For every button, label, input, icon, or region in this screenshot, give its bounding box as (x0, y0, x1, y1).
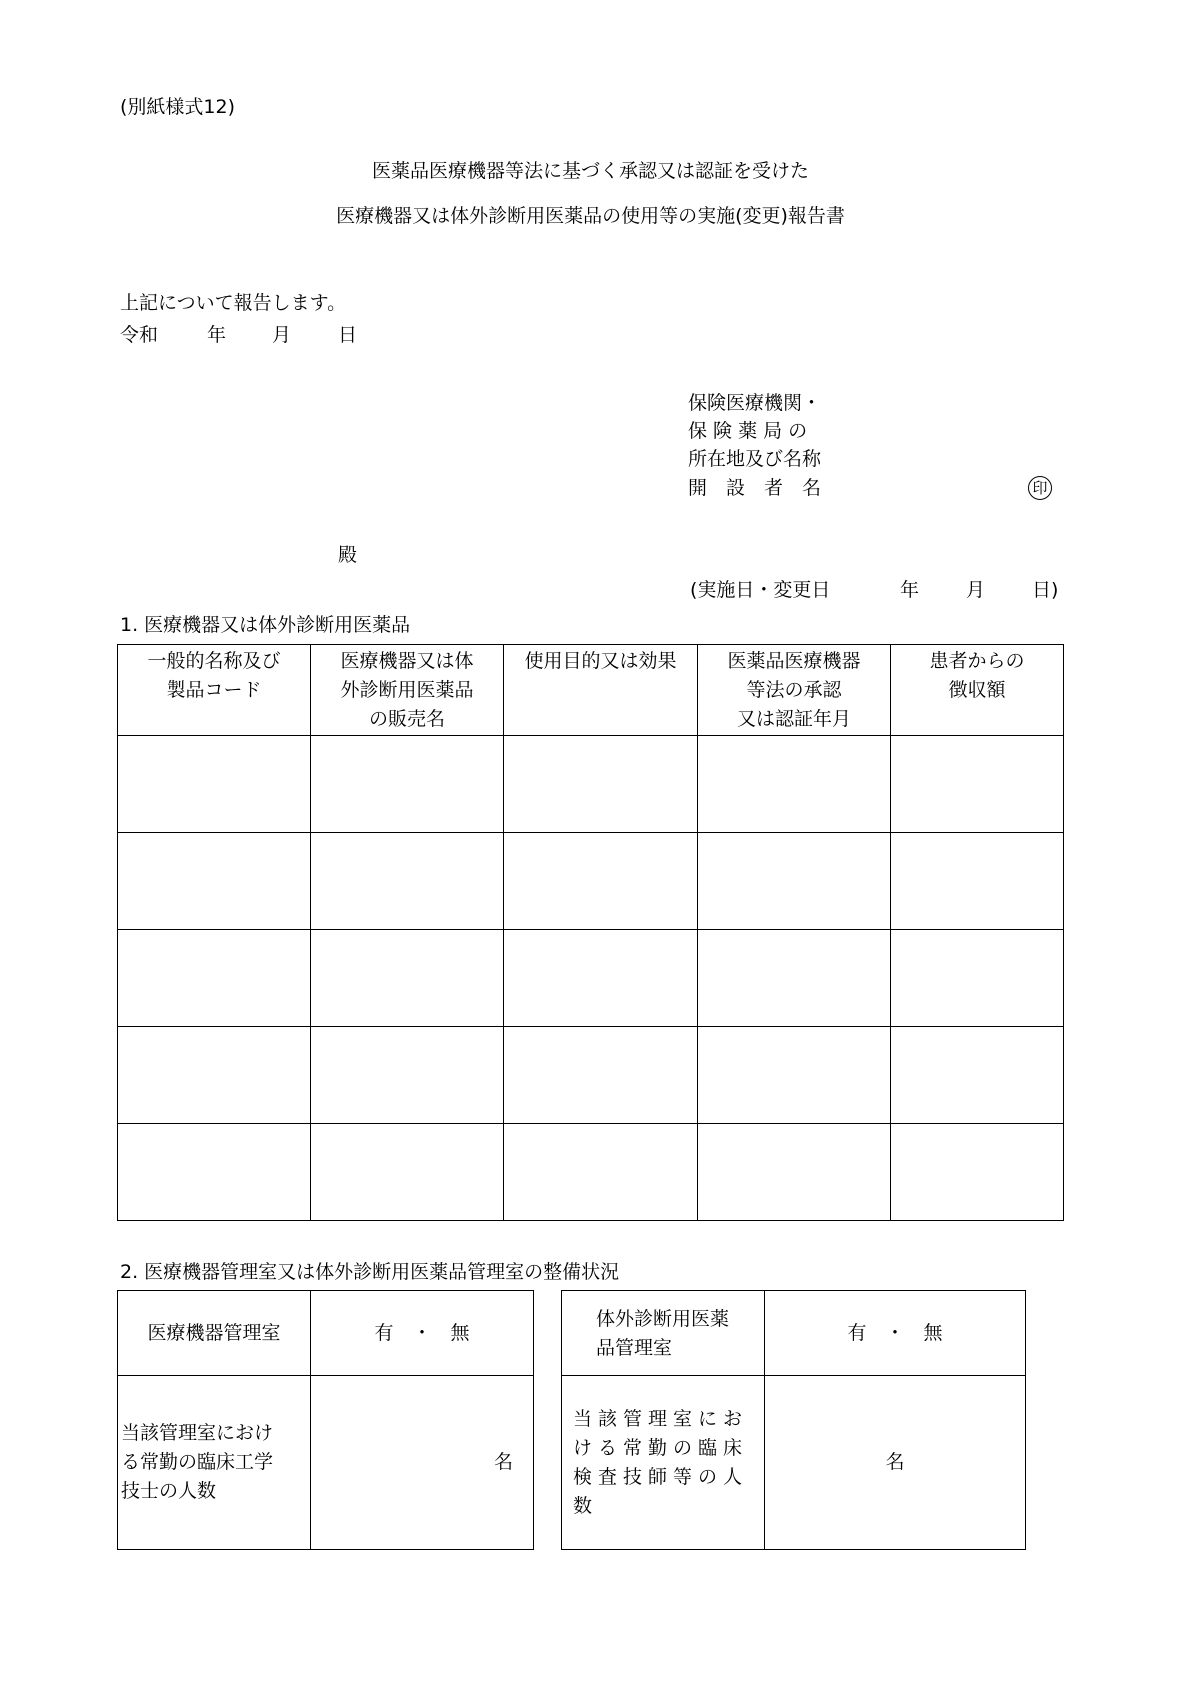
table-cell[interactable] (504, 736, 698, 833)
column-header-approval-date (698, 645, 891, 736)
diagnostic-room-table (561, 1290, 1026, 1550)
addressee-suffix: 殿 (338, 544, 358, 566)
label-line: 品管理室 (596, 1337, 673, 1359)
table-cell[interactable] (698, 1124, 891, 1221)
table-cell[interactable] (698, 1027, 891, 1124)
header-line: 医療機器又は体 (340, 650, 474, 672)
table-row (118, 930, 1064, 1027)
table-row (562, 1291, 1026, 1376)
applicant-line-4: 開 設 者 名 (688, 477, 822, 499)
section1-heading: 1. 医療機器又は体外診断用医薬品 (120, 614, 411, 636)
label-line: 技士の人数 (121, 1480, 217, 1502)
table-cell[interactable] (311, 930, 504, 1027)
form-number: (別紙様式12) (120, 96, 236, 118)
table-cell[interactable] (891, 1124, 1064, 1221)
table-cell[interactable] (118, 736, 311, 833)
date-day: 日 (338, 324, 358, 346)
table-cell[interactable] (891, 1027, 1064, 1124)
device-room-availability[interactable]: 有 ・ 無 (311, 1291, 534, 1376)
header-line: 徴収額 (948, 679, 1006, 701)
device-staff-count[interactable]: 名 (311, 1376, 534, 1550)
diagnostic-staff-label (562, 1376, 765, 1550)
table-cell[interactable] (311, 833, 504, 930)
table-cell[interactable] (118, 1124, 311, 1221)
table-cell[interactable] (118, 833, 311, 930)
table-cell[interactable] (891, 833, 1064, 930)
table-header-row (118, 645, 1064, 736)
device-staff-label (118, 1376, 311, 1550)
header-line: 製品コード (166, 679, 262, 701)
device-table (117, 644, 1064, 1221)
table-cell[interactable] (118, 1027, 311, 1124)
seal-icon: 印 (1028, 476, 1052, 500)
label-line: 数 (573, 1494, 599, 1517)
implementation-date-label: (実施日・変更日 (690, 579, 831, 601)
device-room-table (117, 1290, 534, 1550)
table-cell[interactable] (311, 1027, 504, 1124)
table-row (562, 1376, 1026, 1550)
table-cell[interactable] (891, 736, 1064, 833)
table-cell[interactable] (311, 736, 504, 833)
header-line: 外診断用医薬品 (340, 679, 474, 701)
applicant-line-3: 所在地及び名称 (688, 448, 822, 470)
applicant-line-2: 保 険 薬 局 の (688, 420, 808, 442)
label-line: 当該管理室にお (573, 1407, 749, 1430)
label-line: ける常勤の臨床 (573, 1436, 749, 1459)
table-row (118, 736, 1064, 833)
table-row (118, 1027, 1064, 1124)
implementation-month: 月 (966, 579, 986, 601)
diagnostic-room-label (562, 1291, 765, 1376)
diagnostic-staff-count[interactable]: 名 (765, 1376, 1026, 1550)
table-cell[interactable] (698, 930, 891, 1027)
date-year: 年 (207, 324, 227, 346)
header-line: 使用目的又は効果 (524, 650, 677, 672)
table-cell[interactable] (504, 833, 698, 930)
table-cell[interactable] (698, 833, 891, 930)
device-room-label: 医療機器管理室 (118, 1291, 311, 1376)
column-header-purpose (504, 645, 698, 736)
title-line-2: 医療機器又は体外診断用医薬品の使用等の実施(変更)報告書 (336, 205, 845, 227)
column-header-sales-name (311, 645, 504, 736)
section2-heading: 2. 医療機器管理室又は体外診断用医薬品管理室の整備状況 (120, 1261, 620, 1283)
header-line: 患者からの (929, 650, 1025, 672)
table-cell[interactable] (698, 736, 891, 833)
table-cell[interactable] (504, 1027, 698, 1124)
header-line: 等法の承認 (746, 679, 842, 701)
implementation-day: 日) (1032, 579, 1059, 601)
table-cell[interactable] (504, 930, 698, 1027)
label-line: 検査技師等の人 (573, 1465, 749, 1488)
table-cell[interactable] (311, 1124, 504, 1221)
table-cell[interactable] (891, 930, 1064, 1027)
date-month: 月 (272, 324, 292, 346)
applicant-line-1: 保険医療機関・ (688, 392, 822, 414)
column-header-generic-name (118, 645, 311, 736)
header-line: 医薬品医療機器 (727, 650, 861, 672)
table-row (118, 833, 1064, 930)
table-row (118, 1376, 534, 1550)
implementation-year: 年 (900, 579, 920, 601)
table-row (118, 1291, 534, 1376)
column-header-patient-charge (891, 645, 1064, 736)
label-line: 当該管理室におけ (121, 1422, 274, 1444)
label-line: 体外診断用医薬 (596, 1308, 730, 1330)
header-line: 一般的名称及び (147, 650, 281, 672)
title-line-1: 医薬品医療機器等法に基づく承認又は認証を受けた (371, 160, 809, 182)
header-line: の販売名 (368, 708, 445, 730)
diagnostic-room-availability[interactable]: 有 ・ 無 (765, 1291, 1026, 1376)
table-cell[interactable] (504, 1124, 698, 1221)
table-row (118, 1124, 1064, 1221)
era: 令和 (120, 324, 159, 346)
statement: 上記について報告します。 (120, 292, 347, 314)
label-line: る常勤の臨床工学 (121, 1451, 274, 1473)
table-cell[interactable] (118, 930, 311, 1027)
header-line: 又は認証年月 (736, 708, 851, 730)
